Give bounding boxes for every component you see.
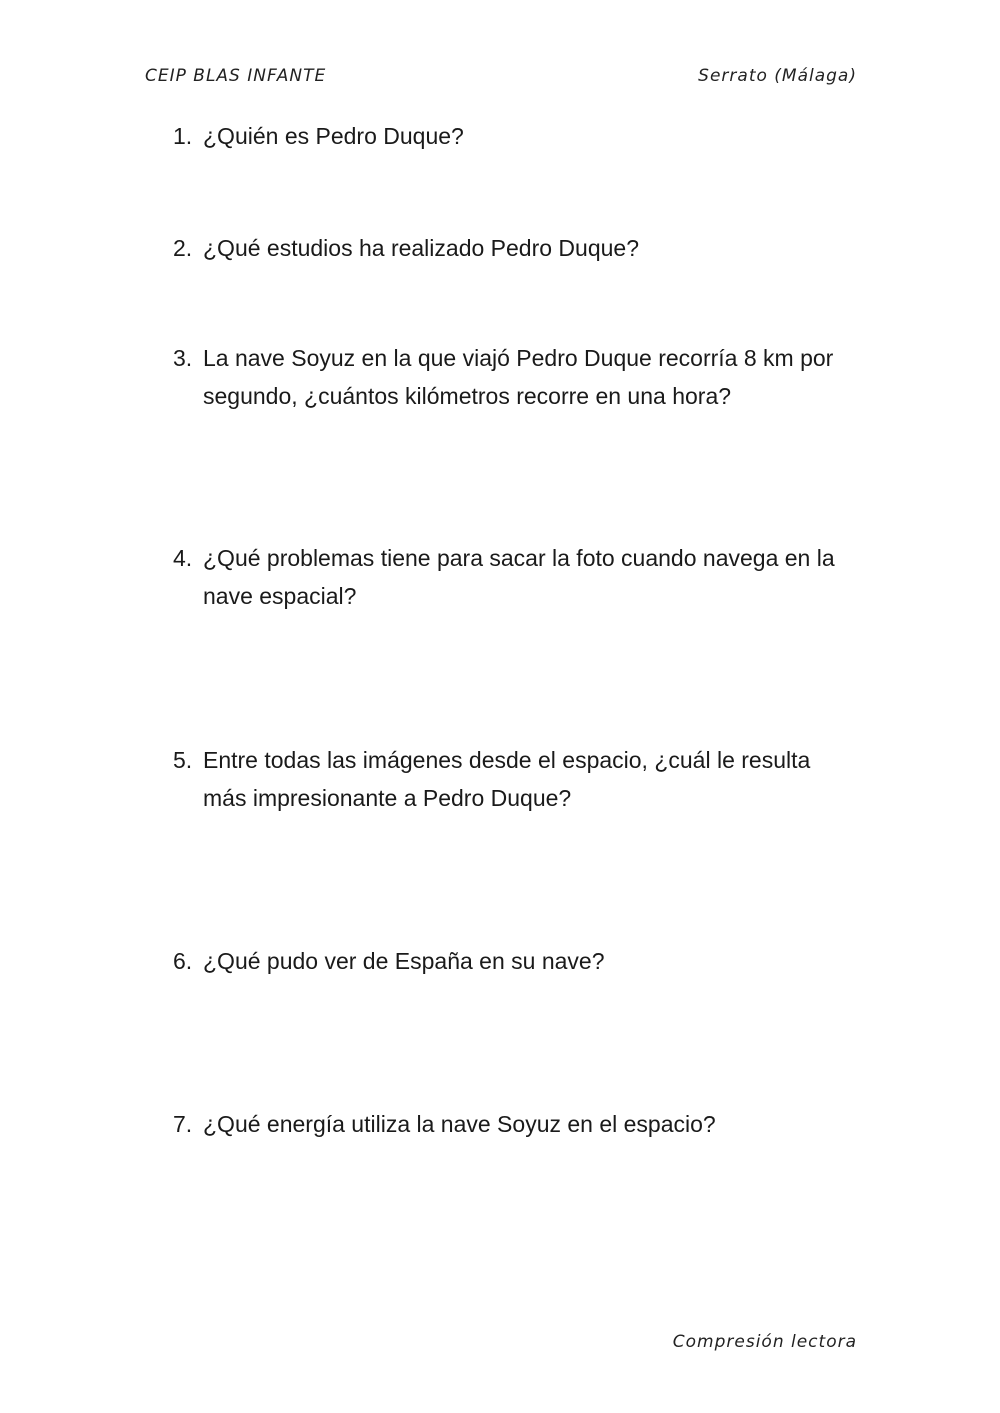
question-number: 3. [173, 345, 193, 371]
question-text: ¿Qué estudios ha realizado Pedro Duque? [203, 235, 640, 261]
question-text: ¿Qué problemas tiene para sacar la foto cuando navega en la nave espacial? [203, 545, 835, 609]
question-5 [173, 741, 853, 817]
question-number: 7. [173, 1111, 193, 1137]
question-text: ¿Qué energía utiliza la nave Soyuz en el espacio? [203, 1111, 716, 1137]
question-text: ¿Quién es Pedro Duque? [203, 123, 464, 149]
question-4 [173, 539, 853, 615]
question-7 [173, 1105, 853, 1143]
footer-label: Compresión lectora [672, 1332, 857, 1352]
question-text: Entre todas las imágenes desde el espacio, ¿cuál le resulta más impresionante a Pedro Duque? [203, 747, 811, 811]
question-number: 4. [173, 545, 193, 571]
header-location: Serrato (Málaga) [698, 66, 857, 86]
question-text: ¿Qué pudo ver de España en su nave? [203, 948, 605, 974]
question-6 [173, 942, 853, 980]
question-number: 6. [173, 948, 193, 974]
question-number: 5. [173, 747, 193, 773]
header-school: CEIP BLAS INFANTE [145, 66, 327, 86]
question-3 [173, 339, 853, 415]
question-number: 1. [173, 123, 193, 149]
question-1 [173, 117, 853, 155]
question-2 [173, 229, 853, 267]
question-number: 2. [173, 235, 193, 261]
question-text: La nave Soyuz en la que viajó Pedro Duque recorría 8 km por segundo, ¿cuántos kilómetros recorre en una hora? [203, 345, 834, 409]
